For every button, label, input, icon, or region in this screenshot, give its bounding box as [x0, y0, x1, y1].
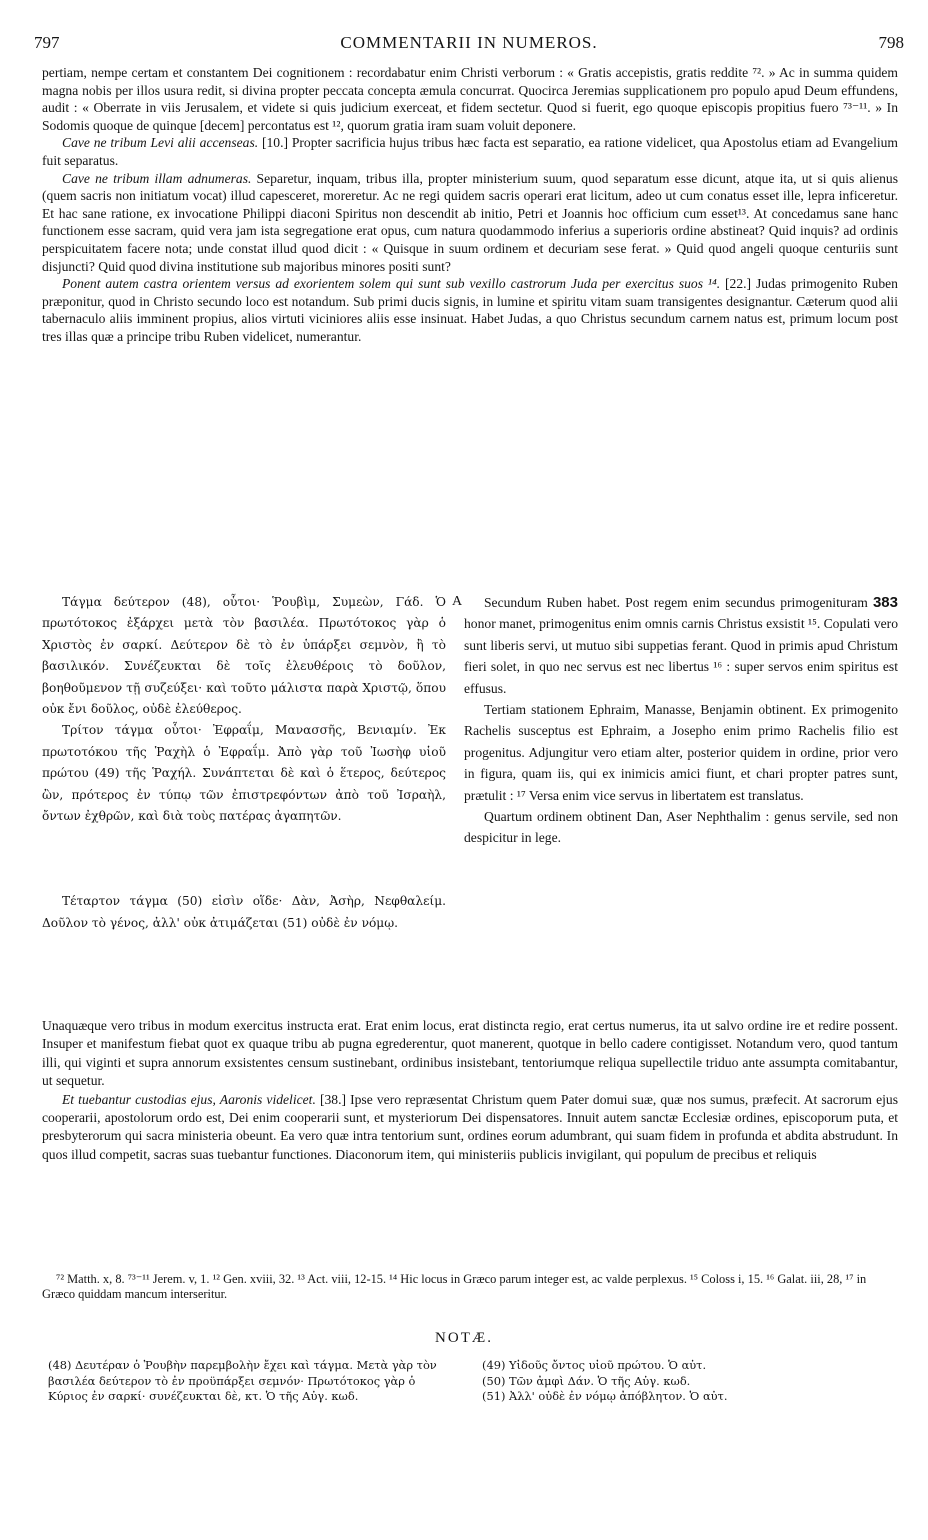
column-marker: A [452, 594, 463, 609]
latin-paragraph [464, 592, 898, 699]
paragraph [42, 275, 898, 345]
commentary-top [42, 64, 898, 346]
note: (51) Ἀλλ' οὐδὲ ἐν νόμῳ ἀπόβλητον. Ὁ αὐτ. [482, 1389, 728, 1404]
paragraph-text: Secundum Ruben habet. Post regem enim secundus primogenituram [484, 595, 868, 610]
note: (50) Τῶν ἀμφὶ Δάν. Ὁ τῆς Αὐγ. κωδ. [482, 1373, 691, 1388]
lemma: Et tuebantur custodias ejus, Aaronis videlicet. [62, 1091, 316, 1107]
page-marker: 383 [872, 594, 898, 611]
running-title: COMMENTARII IN NUMEROS. [340, 33, 598, 52]
lemma: Cave ne tribum Levi alii accenseas. [62, 135, 259, 151]
paragraph: Unaquæque vero tribus in modum exercitus instructa erat. Erat enim locus, erat distincta regio, erat certus numerus, ita ut salvo ordine ire et redire possent. Insuper et manifestum fiebat quot ex quaque tribu ab pugna egrederentur, quot manerent, quotque in bello cadere contigisset. Notandum vero, quod tantum illi, qui viginti et supra annorum exsistentes censum sustinebant, ordinibus insistebant, tentoriumque reliqua supellectile triduo ante assumpta comitabantur, ut sequetur. [42, 1018, 898, 1089]
paragraph-text: [10.] Propter sacrificia hujus tribus hæc facta est separatio, ea ratione videlicet, qua Apostolus etiam ad Evangelium fuit separatus. [42, 135, 898, 168]
latin-column [464, 592, 898, 849]
paragraph [42, 134, 898, 169]
paragraph-text: [38.] Ipse vero repræsentat Christum quem Pater domui suæ, quæ nos sumus, præfecit. At sacrorum ejus cooperarii, apostolorum ordo est, Dei enim cooperarii sunt, et mysteriorum Dei dispensatores. Innuit autem sanctæ Ecclesiæ ordines, episcoporum puta, et presbyterorum qui sacra ministeria obeunt. Ea vero quæ intra tentorium sunt, ordines eorum adumbrant, qui suam fidem in profunda et abdita abstrudunt. In quos illud competit, sacras suas tuebantur functiones. Diaconorum item, qui ministeriis publicis invigilant, qui populum de precibus et reliquis [42, 1091, 899, 1162]
lemma: Ponent autem castra orientem versus ad exorientem solem qui sunt sub vexillo castrorum Juda per exercitus suos ¹⁴. [62, 276, 721, 292]
references: ⁷² Matth. x, 8. ⁷³⁻¹¹ Jerem. v, 1. ¹² Gen. xviii, 32. ¹³ Act. viii, 12-15. ¹⁴ Hic locus in Græco parum integer est, ac valde perplexus. ¹⁵ Coloss i, 15. ¹⁶ Galat. iii, 28, ¹⁷ in Græco quiddam mancum interseritur. [42, 1272, 867, 1301]
lemma: Cave ne tribum illam adnumeras. [62, 170, 252, 186]
paragraph-text: Separetur, inquam, tribus illa, propter ministerium suum, quod separatum esse dicunt, atque ita, ut si quis alienus (quem sacris non initiatum vocat) illud capesceret, moreretur. Ac ne regi quidem sacris operari erat licitum, adeo ut cum conatus esset ille, lepra inficeretur. Et hac sane ratione, ex invocatione Philippi diaconi Spiritus non descendit ab initio, Petri et Joannis hoc officium cum esset¹³. At concedamus sane hanc functionem esse sacram, quid vera jam ista segregatione erat opus, cum natura quodammodo inferius a superioris ordine abstineat? Quid inquis? ad ordinis perspicuitatem facere nota; unde constat illud quod dicit : « Quisque in suum ordinem et decuriam sese ferat. » Quid quod angeli quoque centuriis sunt disjuncti? Quid quod divina institutione sub majoribus minores positi sunt? [42, 170, 898, 274]
paragraph: pertiam, nempe certam et constantem Dei cognitionem : recordabatur enim Christi verborum : « Gratis accepistis, gratis reddite ⁷². » Ac in summa quidem magna nobis per illos usura redit, si divina propter peccata concepta æmula concurrat. Quocirca Jeremias supplicationem pro populo apud Deum effundens, audit : « Oberrate in viis Jerusalem, et videte si quis judicium exerceat, et fidem sectetur. Quod si fuerit, ego quoque episcopis propitius fuero ⁷³⁻¹¹. » In Sodomis quoque de quinque [decem] percontatus est ¹², quorum gratia iram suam voluit deponere. [42, 65, 898, 133]
latin-paragraph: Tertiam stationem Ephraim, Manasse, Benjamin obtinent. Ex primogenito Rachelis susceptus est Ephraim, a Josepho enim primo Rachelis filio est progenitus. Adjungitur vero etiam alter, posterior quidem in ordine, prior vero in figura, quam iis, qui ex inimicis amici fiunt, et chari propter patres sunt, prætulit : ¹⁷ Versa enim vice servus in libertatem est translatus. [464, 702, 898, 803]
notes-heading: NOTÆ. [435, 1330, 493, 1346]
page-number-right: 798 [878, 33, 904, 52]
notes-right-column [482, 1358, 898, 1405]
paragraph-text: [22.] Judas primogenito Ruben præponitur, quod in Christo secundo loco est notandum. Sub primi ducis signis, in lumine et spiritu vitam suam transigentes designantur. Cæterum quod alii tabernaculo aliis imminent propius, alios virtuti viciniores aliis esse insinuat. Habet Judas, a quo Christus secundum carnem natus est, primum locum post tres illas quæ a principe tribu Ruben videlicet, numerantur. [42, 276, 898, 344]
greek-paragraph: Τρίτον τάγμα οὗτοι· Ἐφραΐμ, Μανασσῆς, Βενιαμίν. Ἐκ πρωτοτόκου τῆς Ῥαχὴλ ὁ Ἐφραΐμ. Ἀπὸ γὰρ τοῦ Ἰωσὴφ υἱοῦ πρώτου (49) τῆς Ῥαχήλ. Συνάπτεται δὲ καὶ ὁ ἕτερος, δεύτερος ὢν, πρότερος ἐν τύπῳ τῶν ἐπιστρεφόντων ἀπὸ τοῦ Ἰσραὴλ, ὄντων ἐχθρῶν, καὶ διὰ τοὺς πατέρας ἀγαπητῶν. [42, 723, 446, 824]
paragraph-text: honor manet, primogenitus enim omnis carnis Christus exsistit ¹⁵. Copulati vero sunt liberis servi, ut mutuo sibi suppetias ferant. Quod in primis apud Christum fieri solet, in quo nec servus est nec libertus ¹⁶ : super servos enim spiritus est effusus. [464, 616, 898, 696]
page-number-left: 797 [34, 33, 60, 52]
greek-column [42, 592, 446, 934]
greek-paragraph: Τάγμα δεύτερον (48), οὗτοι· Ῥουβὶμ, Συμεὼν, Γάδ. Ὁ πρωτότοκος ἐξάρχει μετὰ τὸν βασιλέα. Πρωτότοκος γὰρ ὁ Χριστὸς ἐν σαρκί. Δεύτερον δὲ τὸ ἐν ὑπάρξει σεμνὸν, ἢ τὸ βασιλικόν. Συνέζευκται δὲ τοῖς ἐλευθέροις τὸ δοῦλον, βοηθοῦμενον τῇ συζεύξει· καὶ τοῦτο μάλιστα παρὰ Χριστῷ, ὅπου οὐκ ἔνι δοῦλος, οὐδὲ ἐλεύθερος. [42, 595, 446, 717]
running-header [34, 33, 904, 57]
parallel-columns [42, 592, 898, 1012]
paragraph [42, 1091, 898, 1165]
note: (48) Δευτέραν ὁ Ῥουβὴν παρεμβολὴν ἔχει καὶ τάγμα. Μετὰ γὰρ τὸν βασιλέα δεύτερον τὸ ἐν προϋπάρξει σεμνόν· Πρωτότοκος γὰρ ὁ Κύριος ἐν σαρκί· συνέζευκται δὲ, κτ. Ὁ τῆς Αὐγ. κωδ. [48, 1358, 437, 1404]
greek-paragraph: Τέταρτον τάγμα (50) εἰσὶν οἵδε· Δὰν, Ἀσὴρ, Νεφθαλείμ. Δοῦλον τὸ γένος, ἀλλ' οὐκ ἀτιμάζεται (51) οὐδὲ ἐν νόμῳ. [42, 894, 446, 930]
paragraph [42, 170, 898, 276]
latin-paragraph: Quartum ordinem obtinent Dan, Aser Nephthalim : genus servile, sed non despicitur in lege. [464, 809, 898, 846]
commentary-bottom [42, 1017, 898, 1164]
notes-left-column [48, 1358, 448, 1405]
note: (49) Υἱδοῦς ὄντος υἱοῦ πρώτου. Ὁ αὐτ. [482, 1358, 707, 1372]
